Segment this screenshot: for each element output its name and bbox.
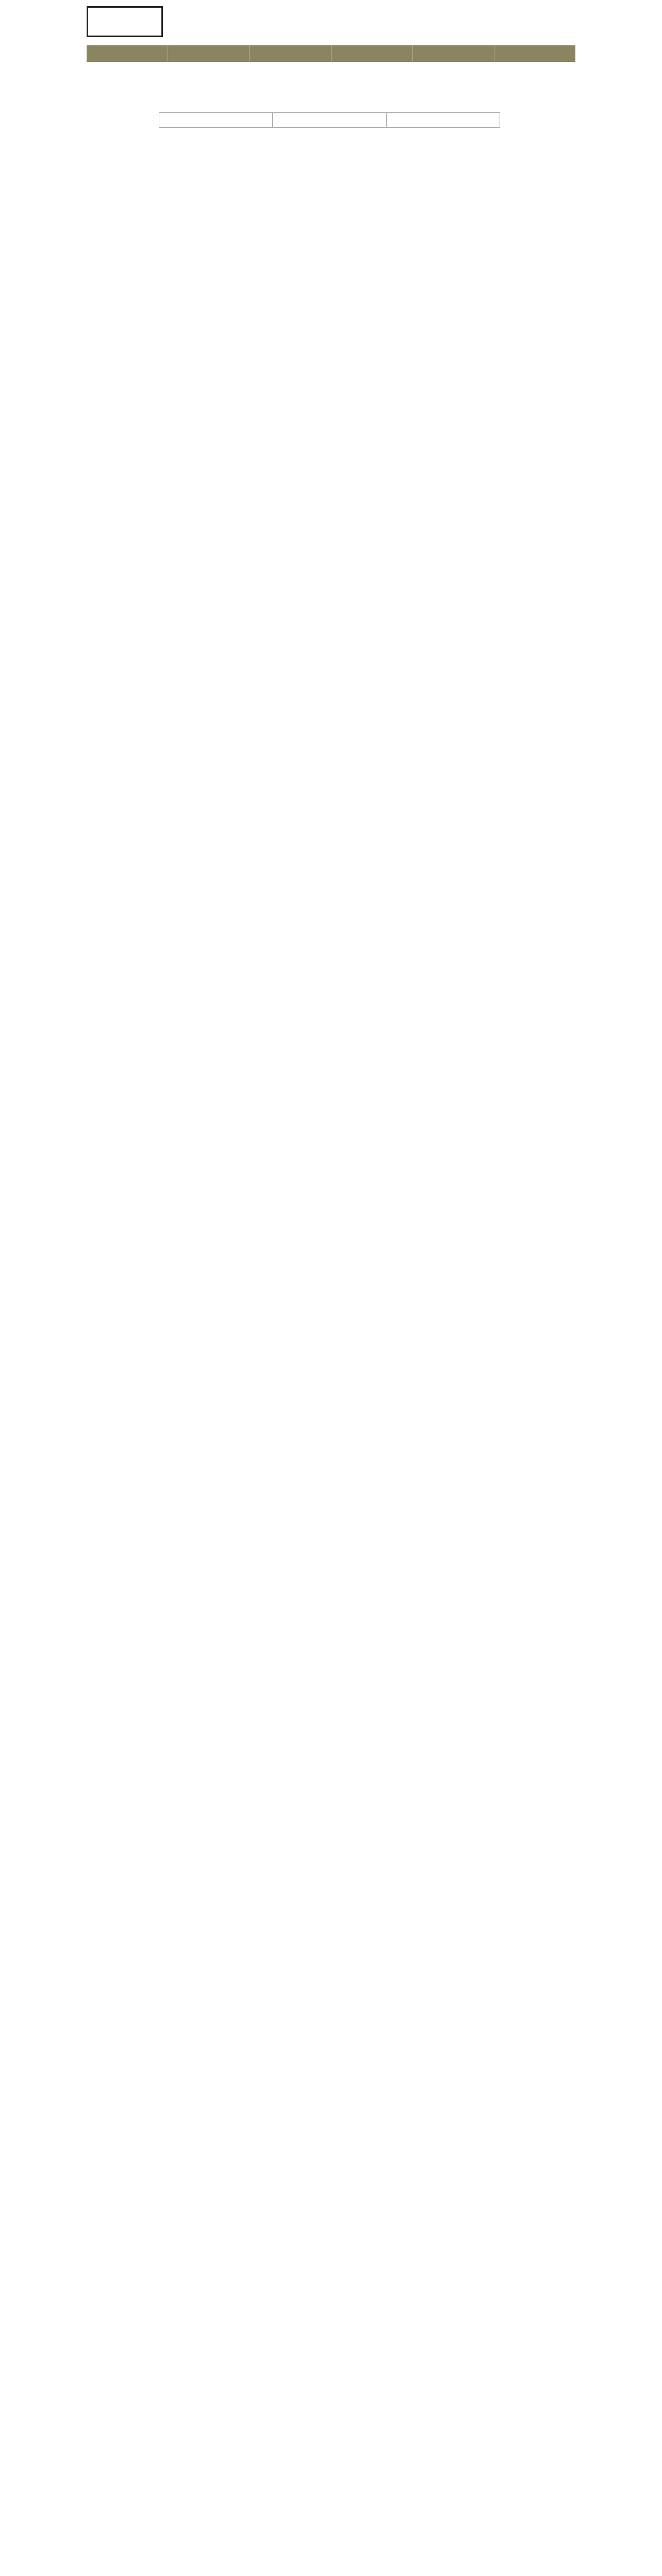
- main-nav-item[interactable]: [494, 45, 575, 62]
- main-nav-item[interactable]: [413, 45, 494, 62]
- chapter-pager-top: [159, 112, 500, 128]
- main-nav-item[interactable]: [250, 45, 331, 62]
- next-chapter-button[interactable]: [387, 113, 500, 127]
- main-nav-item[interactable]: [87, 45, 168, 62]
- main-nav-item[interactable]: [168, 45, 250, 62]
- prev-chapter-button[interactable]: [159, 113, 273, 127]
- main-nav-item[interactable]: [332, 45, 413, 62]
- site-header: [0, 0, 662, 43]
- sub-nav: [87, 64, 575, 76]
- main-nav: [87, 45, 575, 62]
- novel-body: [159, 191, 500, 2576]
- site-logo[interactable]: [87, 6, 163, 37]
- chapter-index-button[interactable]: [273, 113, 386, 127]
